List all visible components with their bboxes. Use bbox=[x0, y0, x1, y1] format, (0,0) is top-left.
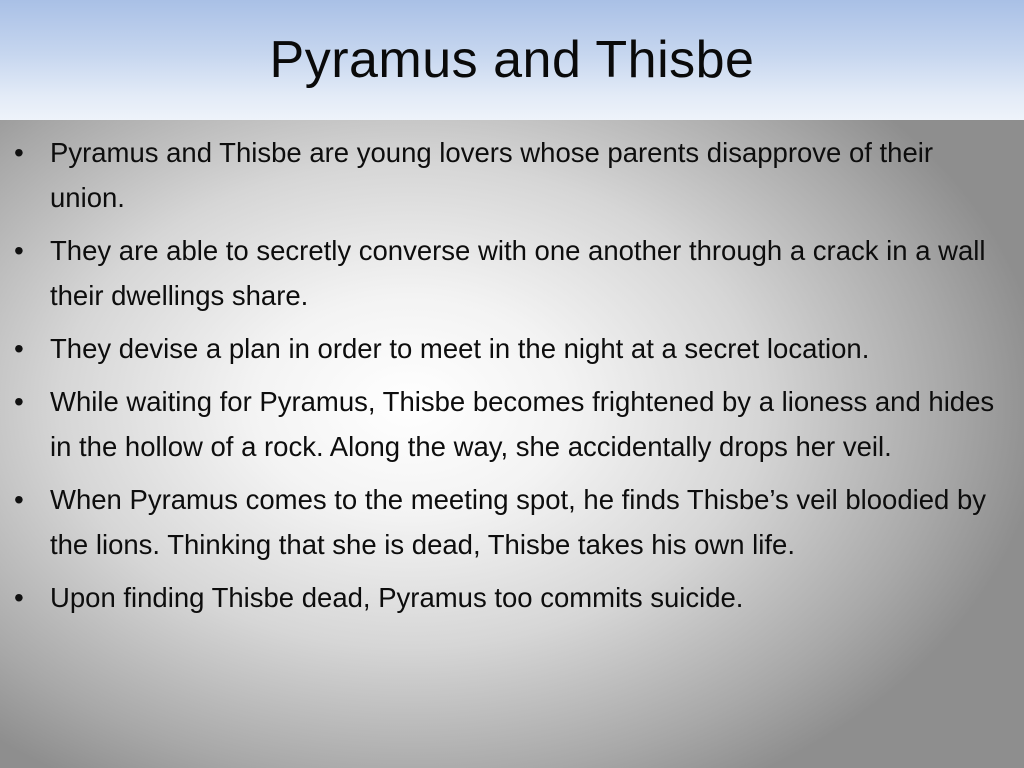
bullet-text: Upon finding Thisbe dead, Pyramus too commits suicide. bbox=[50, 582, 744, 613]
bullet-item bbox=[12, 326, 1012, 371]
bullet-icon: • bbox=[14, 386, 24, 417]
bullet-item bbox=[12, 379, 1012, 469]
bullet-icon: • bbox=[14, 235, 24, 266]
bullet-list bbox=[12, 130, 1012, 628]
bullet-text: Pyramus and Thisbe are young lovers whose parents disapprove of their union. bbox=[50, 137, 934, 213]
bullet-icon: • bbox=[14, 333, 24, 364]
bullet-text: While waiting for Pyramus, Thisbe becomes frightened by a lioness and hides in the hollow of a rock. Along the way, she accidentally drops her veil. bbox=[50, 386, 995, 462]
content-area bbox=[0, 120, 1024, 768]
bullet-item bbox=[12, 130, 1012, 220]
bullet-item bbox=[12, 228, 1012, 318]
bullet-icon: • bbox=[14, 137, 24, 168]
bullet-text: They are able to secretly converse with one another through a crack in a wall their dwellings share. bbox=[50, 235, 986, 311]
slide-title: Pyramus and Thisbe bbox=[269, 31, 755, 89]
bullet-icon: • bbox=[14, 582, 24, 613]
bullet-item bbox=[12, 575, 1012, 620]
bullet-text: They devise a plan in order to meet in the night at a secret location. bbox=[50, 333, 870, 364]
bullet-icon: • bbox=[14, 484, 24, 515]
bullet-text: When Pyramus comes to the meeting spot, he finds Thisbe’s veil bloodied by the lions. Thinking that she is dead, Thisbe takes his own life. bbox=[50, 484, 987, 560]
bullet-item bbox=[12, 477, 1012, 567]
